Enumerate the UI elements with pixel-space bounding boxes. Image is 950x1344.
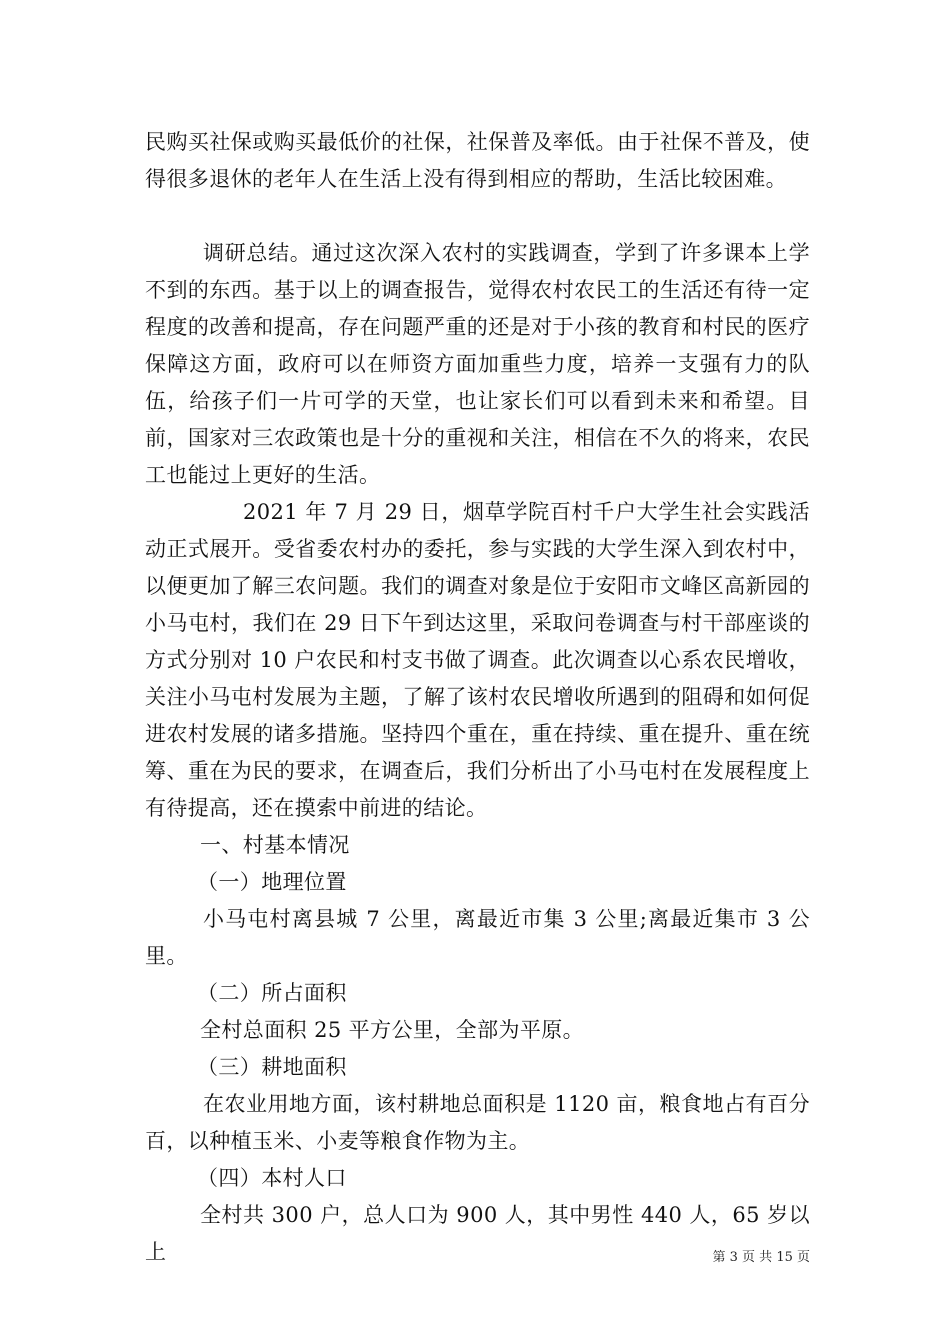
paragraph-research-summary: 调研总结。通过这次深入农村的实践调查，学到了许多课本上学不到的东西。基于以上的调查报告，觉得农村农民工的生活还有待一定程度的改善和提高，存在问题严重的还是对于小孩的教育和村民的医疗保障这方面，政府可以在师资方面加重些力度，培养一支强有力的队伍，给孩子们一片可学的天堂，也让家长们可以看到未来和希望。目前，国家对三农政策也是十分的重视和关注，相信在不久的将来，农民工也能过上更好的生活。 <box>145 241 810 487</box>
paragraph-location: 小马屯村离县城 7 公里，离最近市集 3 公里;离最近集市 3 公里。 <box>145 907 810 968</box>
subheading-farmland: （三）耕地面积 <box>197 1055 347 1079</box>
section-heading-basic-info: 一、村基本情况 <box>200 833 350 857</box>
subheading-area: （二）所占面积 <box>197 981 347 1005</box>
paragraph-farmland: 在农业用地方面，该村耕地总面积是 1120 亩，粮食地占有百分百，以种植玉米、小麦等粮食作物为主。 <box>145 1092 810 1153</box>
subheading-location: （一）地理位置 <box>197 870 347 894</box>
paragraph-activity-intro: 2021 年 7 月 29 日，烟草学院百村千户大学生社会实践活动正式展开。受省委农村办的委托，参与实践的大学生深入到农村中，以便更加了解三农问题。我们的调查对象是位于安阳市文峰区高新园的小马屯村，我们在 29 日下午到达这里，采取问卷调查与村干部座谈的方式分别对 10 户农民和村支书做了调查。此次调查以心系农民增收，关注小马屯村发展为主题，了解了该村农民增收所遇到的阻碍和如何促进农村发展的诸多措施。坚持四个重在，重在持续、重在提升、重在统筹、重在为民的要求，在调查后，我们分析出了小马屯村在发展程度上有待提高，还在摸索中前进的结论。 <box>145 500 810 820</box>
paragraph-area: 全村总面积 25 平方公里，全部为平原。 <box>200 1018 585 1042</box>
paragraph-social-security: 民购买社保或购买最低价的社保，社保普及率低。由于社保不普及，使得很多退休的老年人在生活上没有得到相应的帮助，生活比较困难。 <box>145 130 810 191</box>
subheading-population: （四）本村人口 <box>197 1166 347 1190</box>
paragraph-population: 全村共 300 户，总人口为 900 人，其中男性 440 人，65 岁以上 <box>145 1203 810 1264</box>
page-number-footer: 第 3 页 共 15 页 <box>712 1250 810 1265</box>
